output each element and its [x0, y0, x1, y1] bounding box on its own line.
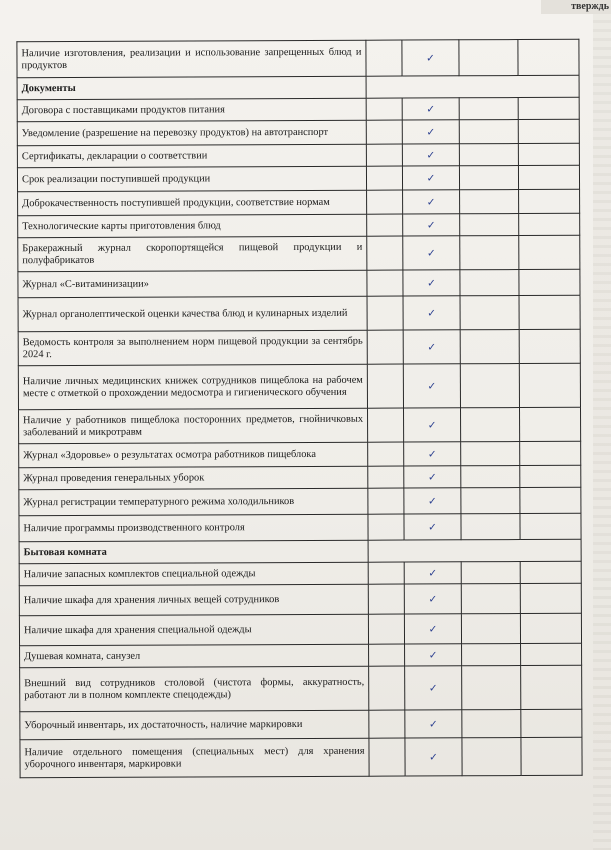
blank-cell — [460, 364, 519, 408]
check-mark-icon: ✓ — [426, 195, 436, 208]
blank-cell — [518, 97, 579, 119]
side-paper-strip — [593, 14, 611, 850]
inspection-checklist-table — [16, 39, 582, 778]
checklist-row — [17, 165, 579, 191]
blank-cell — [518, 143, 579, 165]
blank-cell — [459, 144, 518, 166]
check-mark-icon: ✓ — [429, 750, 438, 763]
check-mark-cell — [404, 614, 461, 644]
checklist-row — [17, 143, 579, 167]
blank-cell — [519, 295, 580, 329]
blank-cell — [519, 269, 580, 295]
checklist-row — [20, 665, 582, 711]
check-mark-cell — [405, 738, 462, 776]
blank-cell — [460, 270, 519, 296]
check-mark-icon: ✓ — [428, 592, 438, 605]
blank-cell — [366, 144, 402, 166]
blank-cell — [519, 189, 580, 213]
check-mark-cell — [404, 584, 461, 614]
checklist-item-label: Наличие программы производственного контроля — [19, 514, 368, 542]
check-mark-cell — [404, 562, 461, 584]
checklist-item-label: Бракеражный журнал скоропортящейся пищевой продукции и полуфабрикатов — [18, 236, 367, 272]
blank-cell — [367, 296, 403, 330]
check-mark-cell — [405, 666, 462, 710]
blank-cell — [460, 408, 519, 442]
corner-header-fragment: тверждь — [541, 0, 611, 14]
blank-cell — [461, 514, 520, 540]
check-mark-icon: ✓ — [427, 447, 437, 460]
section-title: Документы — [17, 76, 366, 100]
checklist-row — [19, 583, 581, 615]
blank-cell — [368, 488, 404, 514]
blank-cell — [462, 738, 521, 776]
blank-cell — [521, 643, 582, 665]
check-mark-icon: ✓ — [426, 218, 436, 231]
blank-cell — [461, 488, 520, 514]
blank-cell — [518, 39, 579, 75]
section-header-row — [19, 539, 581, 563]
blank-cell — [366, 98, 402, 120]
check-mark-cell — [403, 270, 460, 296]
check-mark-cell — [403, 236, 460, 270]
blank-cell — [520, 561, 581, 583]
checklist-row — [18, 329, 580, 365]
blank-cell — [367, 270, 403, 296]
checklist-item-label: Наличие шкафа для хранения специальной одежды — [19, 614, 368, 646]
checklist-row — [18, 363, 580, 409]
checklist-item-label: Журнал «Здоровье» о результатах осмотра работников пищеблока — [19, 442, 368, 468]
blank-cell — [520, 487, 581, 513]
checklist-row — [17, 97, 579, 121]
check-mark-icon: ✓ — [426, 246, 436, 259]
check-mark-icon: ✓ — [426, 125, 436, 138]
checklist-item-label: Журнал «С-витаминизации» — [18, 270, 367, 298]
blank-cell — [460, 214, 519, 236]
check-mark-cell — [403, 330, 460, 364]
blank-cell — [367, 408, 403, 442]
blank-cell — [368, 584, 404, 614]
blank-cell — [461, 562, 520, 584]
checklist-item-label: Наличие изготовления, реализации и использование запрещенных блюд и продуктов — [17, 40, 366, 78]
checklist-row — [19, 487, 581, 515]
checklist-item-label: Технологические карты приготовления блюд — [18, 214, 367, 238]
blank-cell — [366, 166, 402, 190]
checklist-row — [18, 269, 580, 297]
section-empty-cells — [366, 75, 579, 98]
check-mark-cell — [404, 514, 461, 540]
blank-cell — [520, 613, 581, 643]
blank-cell — [520, 441, 581, 465]
blank-cell — [521, 737, 582, 775]
blank-cell — [366, 40, 402, 76]
check-mark-icon: ✓ — [428, 648, 438, 661]
check-mark-cell — [402, 120, 459, 144]
checklist-item-label: Душевая комната, санузел — [20, 644, 369, 668]
blank-cell — [519, 235, 580, 269]
blank-cell — [459, 120, 518, 144]
check-mark-cell — [404, 442, 461, 466]
checklist-row — [17, 119, 579, 145]
checklist-item-label: Наличие запасных комплектов специальной одежды — [19, 562, 368, 586]
checklist-row — [20, 643, 582, 667]
checklist-row — [19, 561, 581, 585]
check-mark-icon: ✓ — [426, 102, 436, 115]
check-mark-icon: ✓ — [426, 51, 435, 64]
checklist-row — [18, 189, 580, 215]
check-mark-icon: ✓ — [428, 717, 438, 730]
check-mark-icon: ✓ — [428, 622, 438, 635]
blank-cell — [369, 666, 405, 710]
blank-cell — [367, 190, 403, 214]
blank-cell — [519, 213, 580, 235]
check-mark-icon: ✓ — [427, 340, 437, 353]
checklist-item-label: Наличие шкафа для хранения личных вещей сотрудников — [19, 584, 368, 616]
check-mark-cell — [403, 296, 460, 330]
check-mark-cell — [402, 98, 459, 120]
check-mark-cell — [405, 710, 462, 738]
blank-cell — [367, 364, 403, 408]
blank-cell — [369, 710, 405, 738]
checklist-row — [19, 613, 581, 645]
blank-cell — [461, 466, 520, 488]
blank-cell — [367, 330, 403, 364]
blank-cell — [519, 407, 580, 441]
checklist-item-label: Срок реализации поступившей продукции — [17, 166, 366, 192]
check-mark-icon: ✓ — [427, 418, 437, 431]
blank-cell — [459, 98, 518, 120]
section-title: Бытовая комната — [19, 540, 368, 564]
check-mark-icon: ✓ — [427, 306, 436, 319]
blank-cell — [460, 236, 519, 270]
blank-cell — [518, 165, 579, 189]
check-mark-cell — [404, 466, 461, 488]
checklist-item-label: Договора с поставщиками продуктов питания — [17, 98, 366, 122]
blank-cell — [519, 329, 580, 363]
blank-cell — [520, 583, 581, 613]
checklist-item-label: Наличие у работников пищеблока посторонних предметов, гнойничковых заболеваний и микротравм — [19, 408, 368, 444]
checklist-item-label: Наличие личных медицинских книжек сотрудников пищеблока на рабочем месте с отметкой о прохождении медосмотра и гигиенического обучения — [18, 364, 367, 410]
check-mark-icon: ✓ — [428, 681, 438, 694]
blank-cell — [460, 190, 519, 214]
checklist-item-label: Уборочный инвентарь, их достаточность, наличие маркировки — [20, 710, 369, 740]
check-mark-cell — [402, 166, 459, 190]
blank-cell — [461, 614, 520, 644]
checklist-row — [20, 737, 582, 777]
check-mark-icon: ✓ — [426, 171, 436, 184]
checklist-row — [20, 709, 582, 739]
blank-cell — [461, 442, 520, 466]
checklist-item-label: Сертификаты, декларации о соответствии — [17, 144, 366, 168]
section-header-row — [17, 75, 579, 99]
check-mark-cell — [402, 40, 459, 76]
blank-cell — [368, 514, 404, 540]
check-mark-cell — [403, 364, 460, 408]
blank-cell — [521, 665, 582, 709]
blank-cell — [368, 466, 404, 488]
blank-cell — [462, 710, 521, 738]
blank-cell — [459, 40, 518, 76]
blank-cell — [461, 584, 520, 614]
check-mark-cell — [402, 144, 459, 166]
blank-cell — [366, 120, 402, 144]
checklist-row — [19, 465, 581, 489]
checklist-item-label: Доброкачественность поступившей продукции, соответствие нормам — [18, 190, 367, 216]
check-mark-cell — [403, 214, 460, 236]
blank-cell — [368, 442, 404, 466]
checklist-row — [18, 295, 580, 331]
check-mark-cell — [403, 408, 460, 442]
check-mark-icon: ✓ — [427, 470, 437, 483]
blank-cell — [368, 562, 404, 584]
blank-cell — [520, 513, 581, 539]
check-mark-icon: ✓ — [428, 520, 437, 533]
checklist-row — [17, 39, 579, 77]
checklist-item-label: Внешний вид сотрудников столовой (чистота формы, аккуратность, работают ли в полном комплекте спецодежды) — [20, 666, 369, 712]
blank-cell — [368, 614, 404, 644]
blank-cell — [369, 644, 405, 666]
check-mark-icon: ✓ — [426, 148, 436, 161]
checklist-item-label: Журнал регистрации температурного режима холодильников — [19, 488, 368, 516]
blank-cell — [520, 465, 581, 487]
blank-cell — [460, 330, 519, 364]
blank-cell — [369, 738, 405, 776]
check-mark-icon: ✓ — [427, 276, 436, 289]
blank-cell — [521, 709, 582, 737]
check-mark-cell — [404, 488, 461, 514]
checklist-item-label: Журнал органолептической оценки качества блюд и кулинарных изделий — [18, 296, 367, 332]
blank-cell — [462, 666, 521, 710]
blank-cell — [518, 119, 579, 143]
check-mark-cell — [405, 644, 462, 666]
checklist-item-label: Уведомление (разрешение на перевозку продуктов) на автотранспорт — [17, 120, 366, 146]
blank-cell — [459, 166, 518, 190]
checklist-item-label: Ведомость контроля за выполнением норм пищевой продукции за сентябрь 2024 г. — [18, 330, 367, 366]
check-mark-icon: ✓ — [427, 379, 437, 392]
checklist-row — [19, 441, 581, 467]
blank-cell — [367, 214, 403, 236]
blank-cell — [519, 363, 580, 407]
section-empty-cells — [368, 539, 581, 562]
check-mark-icon: ✓ — [428, 566, 438, 579]
checklist-item-label: Журнал проведения генеральных уборок — [19, 466, 368, 490]
blank-cell — [462, 644, 521, 666]
checklist-row — [18, 213, 580, 237]
checklist-row — [19, 513, 581, 541]
blank-cell — [367, 236, 403, 270]
check-mark-icon: ✓ — [428, 494, 437, 507]
check-mark-cell — [403, 190, 460, 214]
checklist-row — [18, 235, 580, 271]
checklist-item-label: Наличие отдельного помещения (специальных мест) для хранения уборочного инвентаря, маркировки — [20, 738, 369, 778]
checklist-row — [19, 407, 581, 443]
blank-cell — [460, 296, 519, 330]
